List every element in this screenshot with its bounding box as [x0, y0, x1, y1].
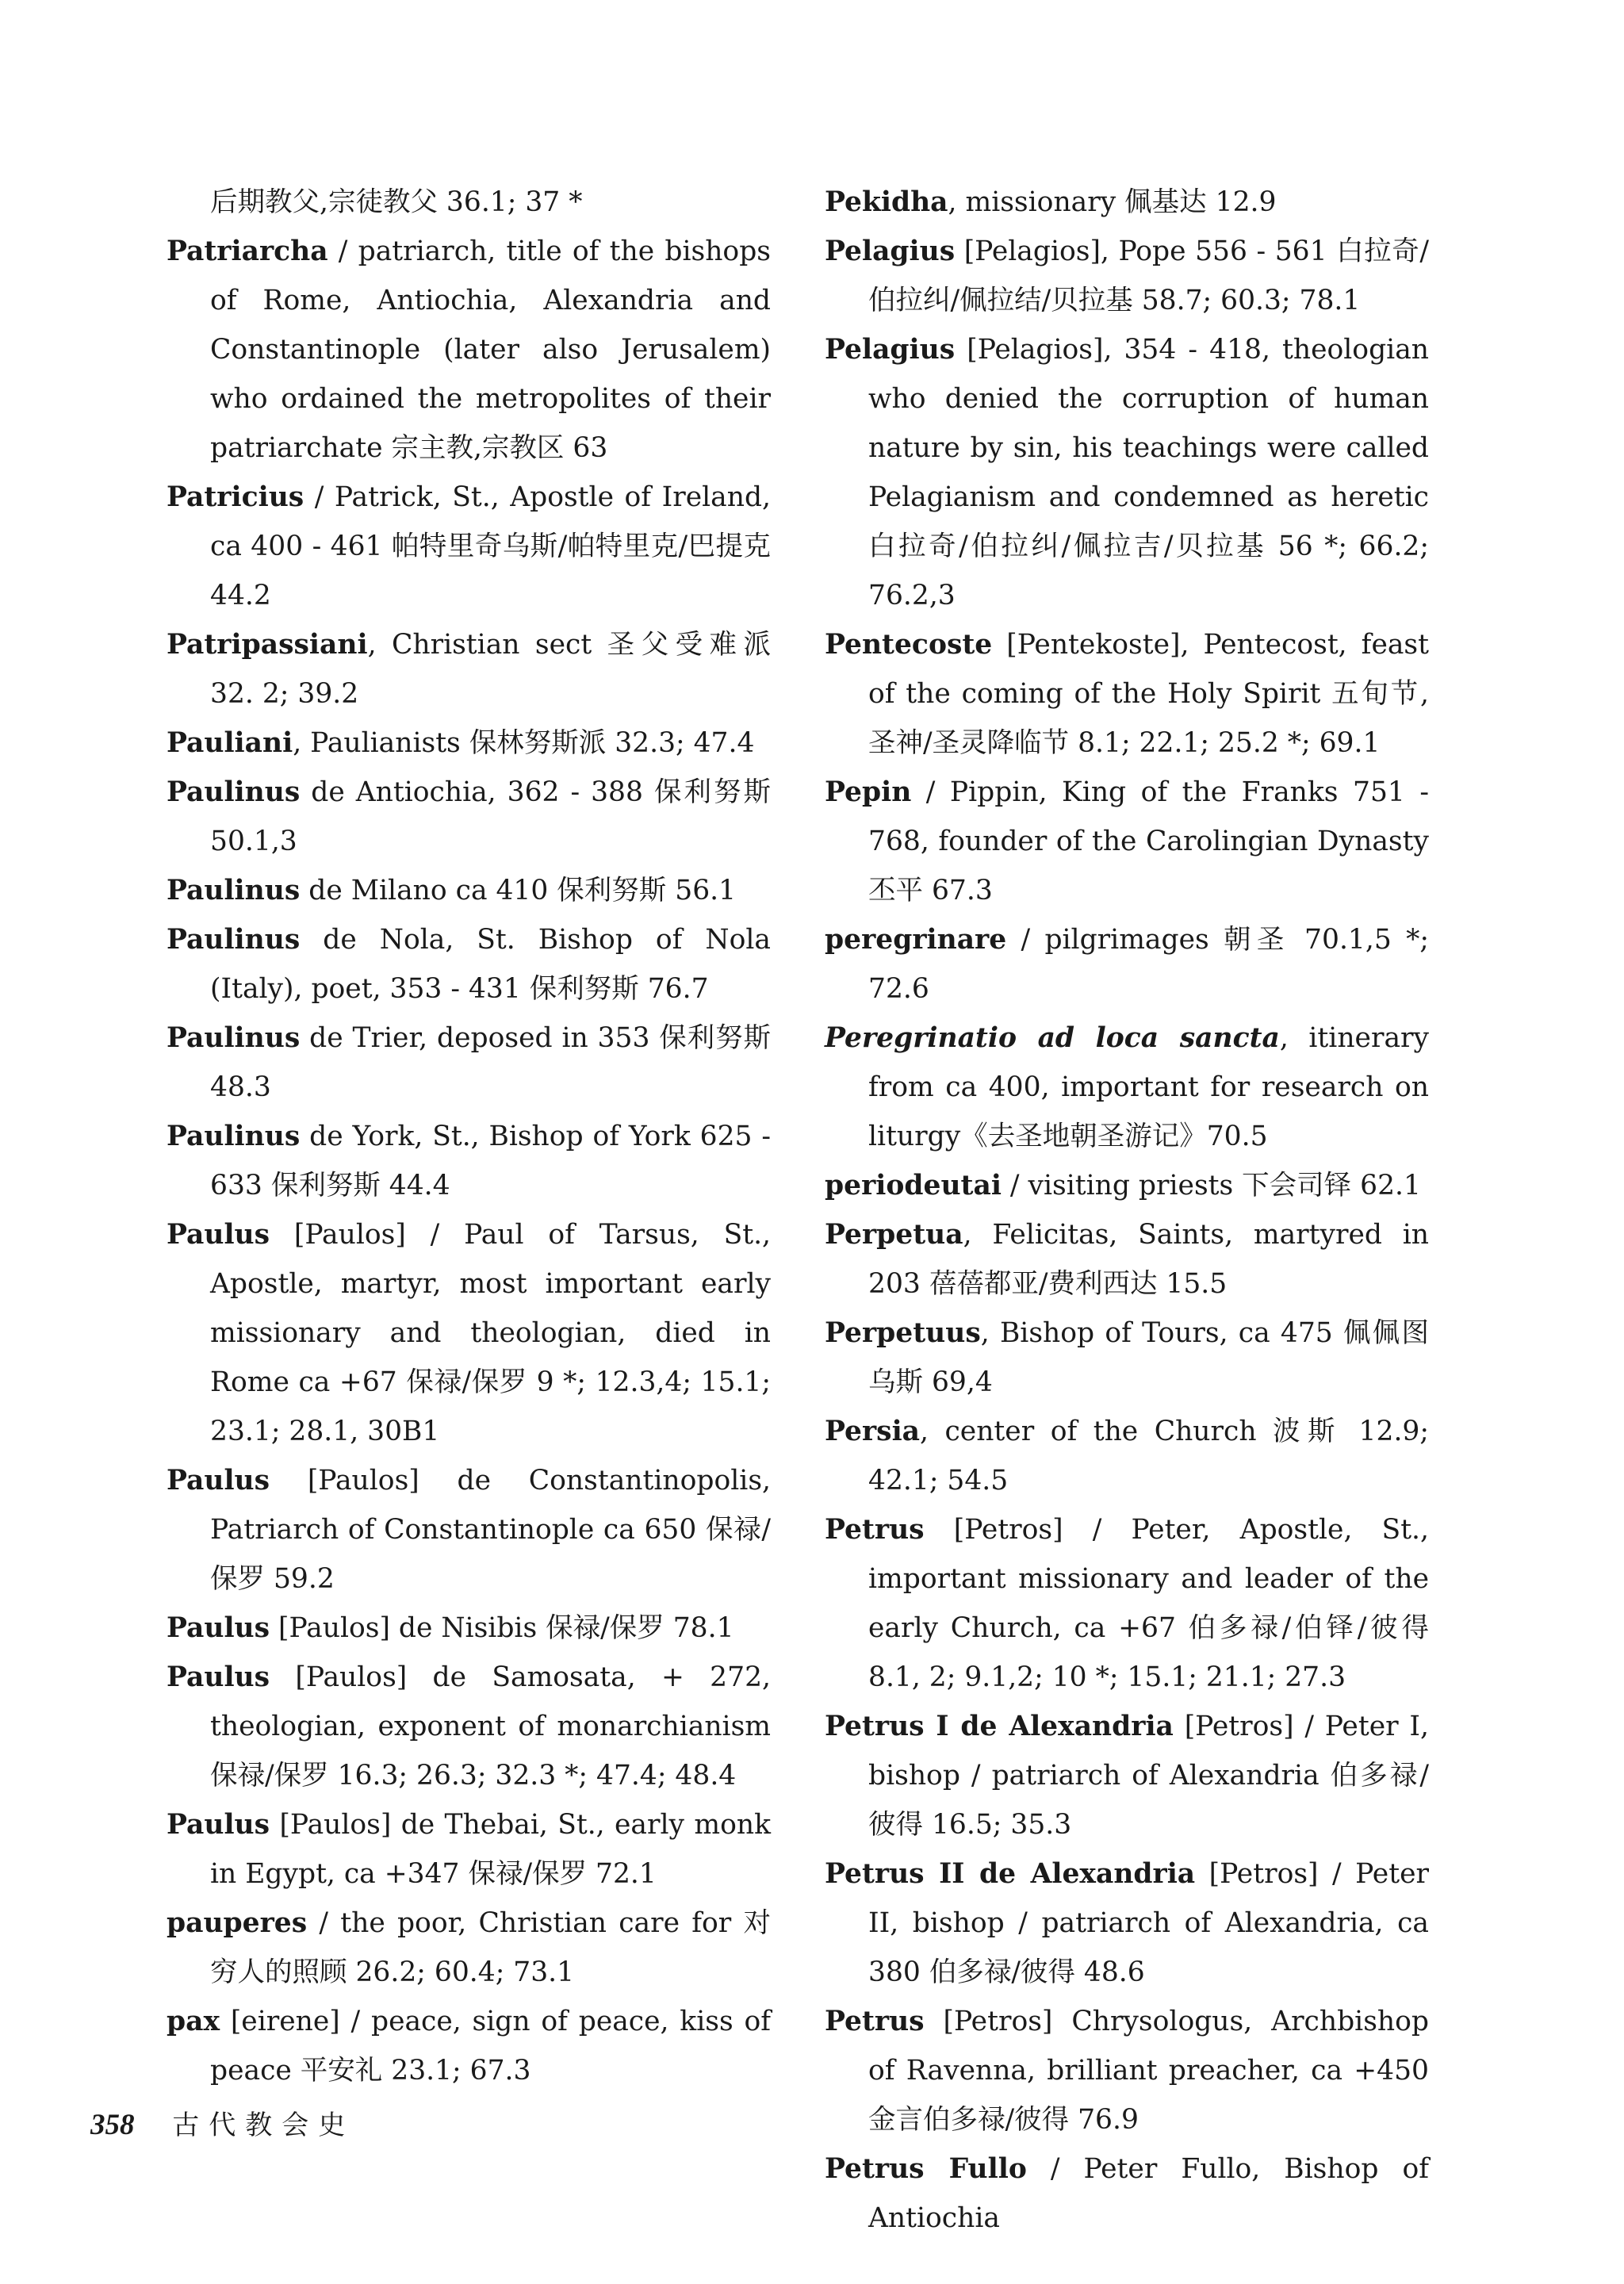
index-entry — [825, 2144, 1429, 2243]
index-entry — [167, 1997, 771, 2095]
index-entry — [825, 1505, 1429, 1702]
index-entry-text: / Peter Fullo, Bishop of Antiochia — [868, 2153, 1429, 2234]
index-headword: Patriarcha — [167, 236, 328, 267]
index-entry-text: [Petros] / Peter, Apostle, St., important missionary and leader of the early Church, ca +67 伯多禄/伯铎/彼得 8.1, 2; 9.1,2; 10 *; 15.1; 21.1; 27.3 — [868, 1514, 1429, 1693]
index-entry-text: , Christian sect 圣父受难派 32. 2; 39.2 — [210, 629, 771, 710]
index-headword: Peregrinatio ad loca sancta — [825, 1022, 1280, 1054]
index-headword: Paulinus — [167, 875, 301, 906]
index-headword: Pentecoste — [825, 629, 993, 661]
index-headword: Paulinus — [167, 924, 301, 956]
index-entry-text: / pilgrimages 朝圣 70.1,5 *; 72.6 — [868, 924, 1429, 1005]
index-headword: pax — [167, 2006, 220, 2037]
index-entry-text: de York, St., Bishop of York 625 - 633 保利努斯 44.4 — [210, 1121, 771, 1201]
index-entry — [167, 1014, 771, 1112]
index-entry-text: [Petros] / Peter II, bishop / patriarch of Alexandria, ca 380 伯多禄/彼得 48.6 — [868, 1858, 1429, 1988]
index-headword: pauperes — [167, 1907, 308, 1939]
index-entry-text: [Paulos] de Thebai, St., early monk in Egypt, ca +347 保禄/保罗 72.1 — [210, 1809, 771, 1890]
index-entry — [167, 1456, 771, 1604]
index-entry-text: , center of the Church 波斯 12.9; 42.1; 54.5 — [868, 1416, 1429, 1496]
index-entry — [167, 768, 771, 866]
index-headword: Petrus Fullo — [825, 2153, 1027, 2185]
index-headword: Paulinus — [167, 1022, 301, 1054]
index-entry-text: de Milano ca 410 保利努斯 56.1 — [300, 875, 737, 906]
index-headword: Petrus — [825, 2006, 925, 2037]
index-column-right — [825, 178, 1429, 2243]
index-entry-text: / Pippin, King of the Franks 751 - 768, founder of the Carolingian Dynasty 丕平 67.3 — [868, 776, 1429, 906]
index-entry-text: / visiting priests 下会司铎 62.1 — [1001, 1170, 1421, 1201]
index-entry — [167, 866, 771, 915]
index-entry — [167, 915, 771, 1014]
index-headword: periodeutai — [825, 1170, 1002, 1201]
index-entry-text: [Paulos] de Nisibis 保禄/保罗 78.1 — [270, 1612, 734, 1644]
index-entry-text: [Paulos] / Paul of Tarsus, St., Apostle, martyr, most important early missionary and theologian, died in Rome ca +67 保禄/保罗 9 *; 12.3,4; 15.1; 23.1; 28.1, 30B1 — [210, 1219, 771, 1447]
index-headword: peregrinare — [825, 924, 1007, 956]
index-entry-text: , Bishop of Tours, ca 475 佩佩图乌斯 69,4 — [868, 1317, 1429, 1398]
page-footer — [90, 2103, 354, 2142]
index-entry-text: [Paulos] de Constantinopolis, Patriarch of Constantinople ca 650 保禄/保罗 59.2 — [210, 1465, 771, 1595]
index-entry — [167, 620, 771, 719]
index-entry — [825, 915, 1429, 1014]
index-entry — [167, 178, 771, 227]
index-entry — [825, 1309, 1429, 1407]
index-entry — [825, 1161, 1429, 1210]
index-entry — [825, 1997, 1429, 2144]
index-headword: Perpetuus — [825, 1317, 981, 1349]
index-entry-text: [Petros] Chrysologus, Archbishop of Ravenna, brilliant preacher, ca +450 金言伯多禄/彼得 76.9 — [868, 2006, 1429, 2136]
index-headword: Paulus — [167, 1219, 270, 1251]
index-headword: Patricius — [167, 481, 304, 513]
index-headword: Perpetua — [825, 1219, 963, 1251]
index-entry-text: [Pelagios], 354 - 418, theologian who denied the corruption of human nature by sin, his teachings were called Pelagianism and condemned as heretic 白拉奇/伯拉纠/佩拉吉/贝拉基 56 *; 66.2; 76.2,3 — [868, 334, 1429, 611]
index-entry-text: , itinerary from ca 400, important for research on liturgy《去圣地朝圣游记》70.5 — [868, 1022, 1429, 1152]
index-entry-text: [Paulos] de Samosata, + 272, theologian, exponent of monarchianism 保禄/保罗 16.3; 26.3; 32.3 *; 47.4; 48.4 — [210, 1661, 771, 1792]
index-entry-text: [eirene] / peace, sign of peace, kiss of peace 平安礼 23.1; 67.3 — [210, 2006, 771, 2087]
index-headword: Paulus — [167, 1809, 270, 1841]
index-headword: Paulus — [167, 1661, 270, 1693]
index-entry-text: [Pentekoste], Pentecost, feast of the coming of the Holy Spirit 五旬节,圣神/圣灵降临节 8.1; 22.1; 25.2 *; 69.1 — [868, 629, 1429, 759]
index-headword: Pelagius — [825, 236, 956, 267]
index-entry-text: / patriarch, title of the bishops of Rome, Antiochia, Alexandria and Constantinople (later also Jerusalem) who ordained the metropolites of their patriarchate 宗主教,宗教区 63 — [210, 236, 771, 464]
index-entry-text: de Antiochia, 362 - 388 保利努斯 50.1,3 — [210, 776, 771, 857]
index-entry-text: / the poor, Christian care for 对穷人的照顾 26.2; 60.4; 73.1 — [210, 1907, 771, 1988]
index-entry-text: , Paulianists 保林努斯派 32.3; 47.4 — [293, 727, 755, 759]
index-entry-text: , missionary 佩基达 12.9 — [948, 186, 1277, 218]
index-headword: Paulinus — [167, 776, 301, 808]
index-entry-text: , Felicitas, Saints, martyred in 203 蓓蓓都亚/费利西达 15.5 — [868, 1219, 1429, 1300]
index-entry — [825, 1849, 1429, 1997]
index-column-left — [167, 178, 771, 2095]
index-entry-text: / Patrick, St., Apostle of Ireland, ca 400 - 461 帕特里奇乌斯/帕特里克/巴提克 44.2 — [210, 481, 771, 611]
index-headword: Paulus — [167, 1465, 270, 1496]
index-headword: Petrus — [825, 1514, 925, 1546]
index-entry-text: 后期教父,宗徒教父 36.1; 37 * — [210, 186, 583, 218]
index-entry-text: de Trier, deposed in 353 保利努斯 48.3 — [210, 1022, 771, 1103]
index-entry — [167, 1800, 771, 1899]
index-headword: Pekidha — [825, 186, 948, 218]
book-title: 古代教会史 — [172, 2110, 355, 2141]
index-headword: Petrus II de Alexandria — [825, 1858, 1196, 1890]
index-headword: Paulinus — [167, 1121, 301, 1152]
index-headword: Pelagius — [825, 334, 956, 366]
index-entry — [825, 325, 1429, 620]
index-entry-text: [Pelagios], Pope 556 - 561 白拉奇/伯拉纠/佩拉结/贝拉基 58.7; 60.3; 78.1 — [868, 236, 1429, 316]
index-entry — [825, 1702, 1429, 1849]
index-entry — [825, 1407, 1429, 1505]
index-entry — [167, 473, 771, 620]
index-entry — [825, 1210, 1429, 1309]
index-entry — [167, 719, 771, 768]
index-headword: Paulus — [167, 1612, 270, 1644]
index-entry — [825, 227, 1429, 325]
index-entry — [167, 1653, 771, 1800]
index-entry-text: [Petros] / Peter I, bishop / patriarch of Alexandria 伯多禄/彼得 16.5; 35.3 — [868, 1711, 1429, 1841]
index-entry — [167, 1112, 771, 1210]
index-entry — [825, 620, 1429, 768]
index-headword: Pauliani — [167, 727, 293, 759]
index-entry — [167, 227, 771, 473]
index-entry — [167, 1210, 771, 1456]
index-headword: Petrus I de Alexandria — [825, 1711, 1174, 1742]
index-entry — [825, 768, 1429, 915]
index-entry — [825, 178, 1429, 227]
index-entry-text: de Nola, St. Bishop of Nola (Italy), poet, 353 - 431 保利努斯 76.7 — [210, 924, 771, 1005]
index-headword: Patripassiani — [167, 629, 368, 661]
page-number: 358 — [90, 2109, 135, 2141]
index-entry — [825, 1014, 1429, 1161]
index-entry — [167, 1604, 771, 1653]
index-headword: Persia — [825, 1416, 921, 1447]
index-headword: Pepin — [825, 776, 912, 808]
index-entry — [167, 1899, 771, 1997]
